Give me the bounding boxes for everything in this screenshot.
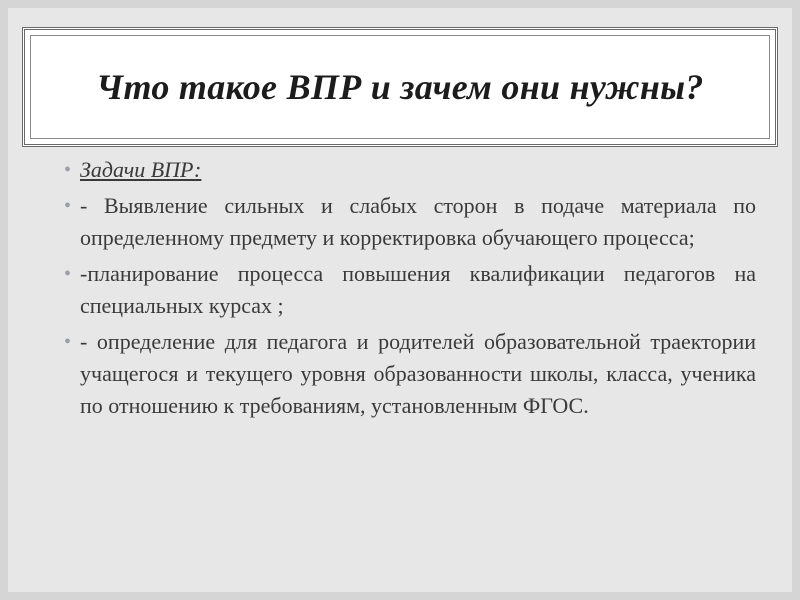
title-box bbox=[22, 27, 778, 147]
bullet-heading-colon: : bbox=[194, 157, 202, 182]
slide-title: Что такое ВПР и зачем они нужны? bbox=[96, 67, 704, 107]
bullet-text: - Выявление сильных и слабых сторон в подаче материала по определенному предмету и корректировка обучающего процесса; bbox=[80, 193, 756, 250]
bullet-text: -планирование процесса повышения квалификации педагогов на специальных курсах ; bbox=[80, 261, 756, 318]
bullet-heading-label: Задачи ВПР bbox=[80, 157, 195, 182]
bullet-text: - определение для педагога и родителей образовательной траектории учащегося и текущего уровня образованности школы, класса, ученика по отношению к требованиям, установленным ФГОС. bbox=[80, 329, 756, 418]
bullet-icon: • bbox=[64, 159, 72, 181]
bullet-heading bbox=[64, 154, 756, 186]
slide bbox=[8, 8, 792, 592]
bullet-icon: • bbox=[64, 195, 72, 217]
bullet-icon: • bbox=[64, 263, 72, 285]
bullet-item bbox=[64, 326, 756, 422]
bullet-item bbox=[64, 258, 756, 322]
slide-content bbox=[64, 154, 756, 426]
bullet-icon: • bbox=[64, 331, 72, 353]
bullet-item bbox=[64, 190, 756, 254]
bullet-heading-text bbox=[80, 154, 756, 186]
